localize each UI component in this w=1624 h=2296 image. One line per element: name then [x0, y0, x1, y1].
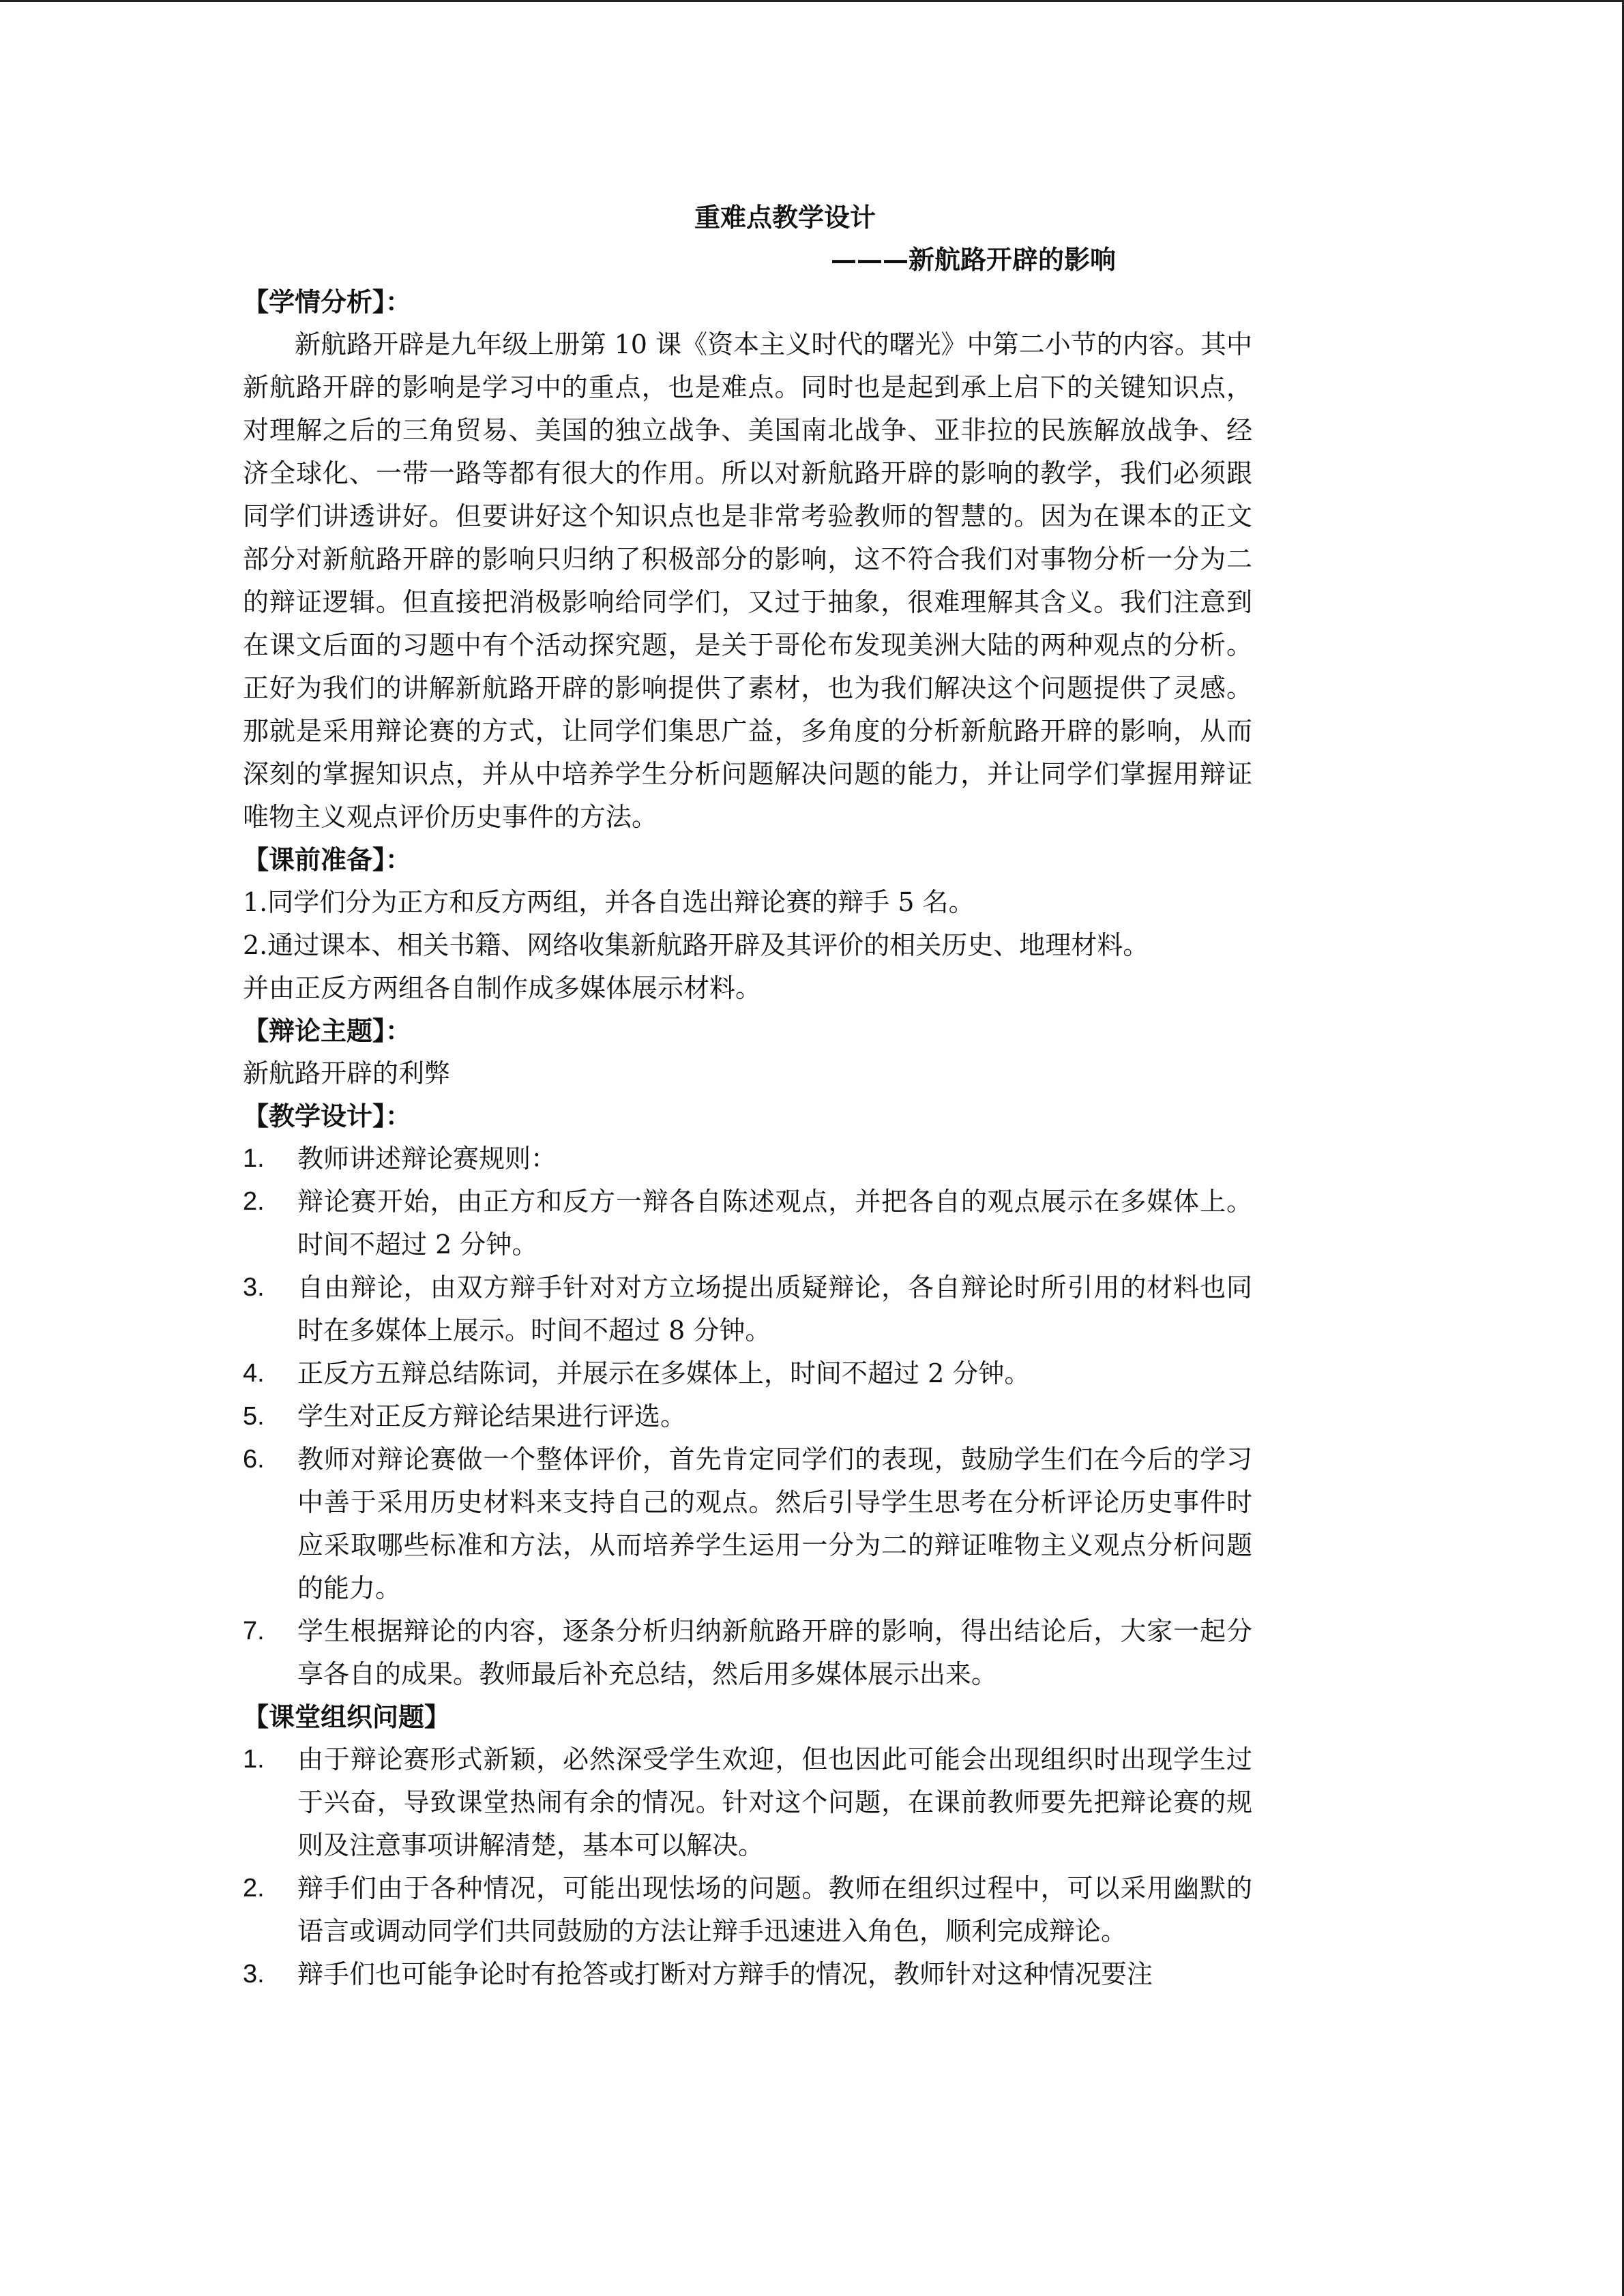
- list-item-text: 正反方五辩总结陈词，并展示在多媒体上，时间不超过 2 分钟。: [297, 1358, 1031, 1388]
- list-item-number: 6.: [243, 1445, 265, 1474]
- design-list: [243, 1137, 1252, 1696]
- document-title: 重难点教学设计: [694, 203, 876, 233]
- list-item: [243, 1395, 1252, 1438]
- list-item-text: 学生对正反方辩论结果进行评选。: [297, 1401, 687, 1431]
- list-item: [243, 1180, 1252, 1266]
- list-item: [243, 1953, 1252, 1996]
- list-item: [243, 1610, 1252, 1696]
- organization-heading: 【课堂组织问题】: [243, 1702, 451, 1732]
- list-item: [243, 1738, 1252, 1867]
- preparation-line: 1.同学们分为正方和反方两组，并各自选出辩论赛的辩手 5 名。: [243, 887, 975, 917]
- list-item: [243, 1438, 1252, 1610]
- preparation-line: 并由正反方两组各自制作成多媒体展示材料。: [243, 973, 762, 1003]
- list-item-number: 2.: [243, 1874, 265, 1903]
- list-item-number: 7.: [243, 1617, 265, 1645]
- list-item-number: 2.: [243, 1187, 265, 1216]
- preparation-heading: 【课前准备】：: [243, 845, 412, 875]
- list-item-text: 学生根据辩论的内容，逐条分析归纳新航路开辟的影响，得出结论后，大家一起分享各自的成果。教师最后补充总结，然后用多媒体展示出来。: [297, 1616, 1252, 1689]
- topic-text: 新航路开辟的利弊: [243, 1058, 451, 1088]
- list-item-text: 教师对辩论赛做一个整体评价，首先肯定同学们的表现，鼓励学生们在今后的学习中善于采用历史材料来支持自己的观点。然后引导学生思考在分析评论历史事件时应采取哪些标准和方法，从而培养学生运用一分为二的辩证唯物主义观点分析问题的能力。: [297, 1444, 1252, 1603]
- list-item-number: 1.: [243, 1144, 265, 1173]
- list-item-text: 辩手们也可能争论时有抢答或打断对方辩手的情况，教师针对这种情况要注: [297, 1959, 1153, 1989]
- organization-list: [243, 1738, 1252, 1996]
- list-item: [243, 1352, 1252, 1395]
- list-item-text: 由于辩论赛形式新颖，必然深受学生欢迎，但也因此可能会出现组织时出现学生过于兴奋，导致课堂热闹有余的情况。针对这个问题，在课前教师要先把辩论赛的规则及注意事项讲解清楚，基本可以解决。: [297, 1744, 1252, 1860]
- analysis-paragraph: 新航路开辟是九年级上册第 10 课《资本主义时代的曙光》中第二小节的内容。其中新航路开辟的影响是学习中的重点，也是难点。同时也是起到承上启下的关键知识点，对理解之后的三角贸易、美国的独立战争、美国南北战争、亚非拉的民族解放战争、经济全球化、一带一路等都有很大的作用。所以对新航路开辟的影响的教学，我们必须跟同学们讲透讲好。但要讲好这个知识点也是非常考验教师的智慧的。因为在课本的正文部分对新航路开辟的影响只归纳了积极部分的影响，这不符合我们对事物分析一分为二的辩证逻辑。但直接把消极影响给同学们，又过于抽象，很难理解其含义。我们注意到在课文后面的习题中有个活动探究题，是关于哥伦布发现美洲大陆的两种观点的分析。正好为我们的讲解新航路开辟的影响提供了素材，也为我们解决这个问题提供了灵感。那就是采用辩论赛的方式，让同学们集思广益，多角度的分析新航路开辟的影响，从而深刻的掌握知识点，并从中培养学生分析问题解决问题的能力，并让同学们掌握用辩证唯物主义观点评价历史事件的方法。: [243, 329, 1252, 832]
- list-item-number: 3.: [243, 1960, 265, 1988]
- list-item: [243, 1137, 1252, 1180]
- document-page: [243, 196, 1252, 1996]
- list-item-text: 自由辩论，由双方辩手针对对方立场提出质疑辩论，各自辩论时所引用的材料也同时在多媒体上展示。时间不超过 8 分钟。: [297, 1272, 1252, 1345]
- list-item-number: 5.: [243, 1402, 265, 1431]
- page-top-border: [0, 0, 1624, 2]
- document-subtitle: ———新航路开辟的影响: [831, 245, 1117, 275]
- list-item-text: 辩论赛开始，由正方和反方一辩各自陈述观点，并把各自的观点展示在多媒体上。时间不超过 2 分钟。: [297, 1187, 1252, 1259]
- list-item-number: 1.: [243, 1745, 265, 1774]
- analysis-heading: 【学情分析】：: [243, 287, 412, 317]
- design-heading: 【教学设计】：: [243, 1101, 412, 1131]
- list-item-text: 辩手们由于各种情况，可能出现怯场的问题。教师在组织过程中，可以采用幽默的语言或调动同学们共同鼓励的方法让辩手迅速进入角色，顺利完成辩论。: [297, 1873, 1252, 1946]
- preparation-line: 2.通过课本、相关书籍、网络收集新航路开辟及其评价的相关历史、地理材料。: [243, 930, 1149, 960]
- list-item: [243, 1266, 1252, 1352]
- list-item: [243, 1867, 1252, 1953]
- list-item-number: 4.: [243, 1359, 265, 1388]
- topic-heading: 【辩论主题】：: [243, 1016, 412, 1046]
- list-item-text: 教师讲述辩论赛规则：: [297, 1144, 557, 1174]
- list-item-number: 3.: [243, 1273, 265, 1302]
